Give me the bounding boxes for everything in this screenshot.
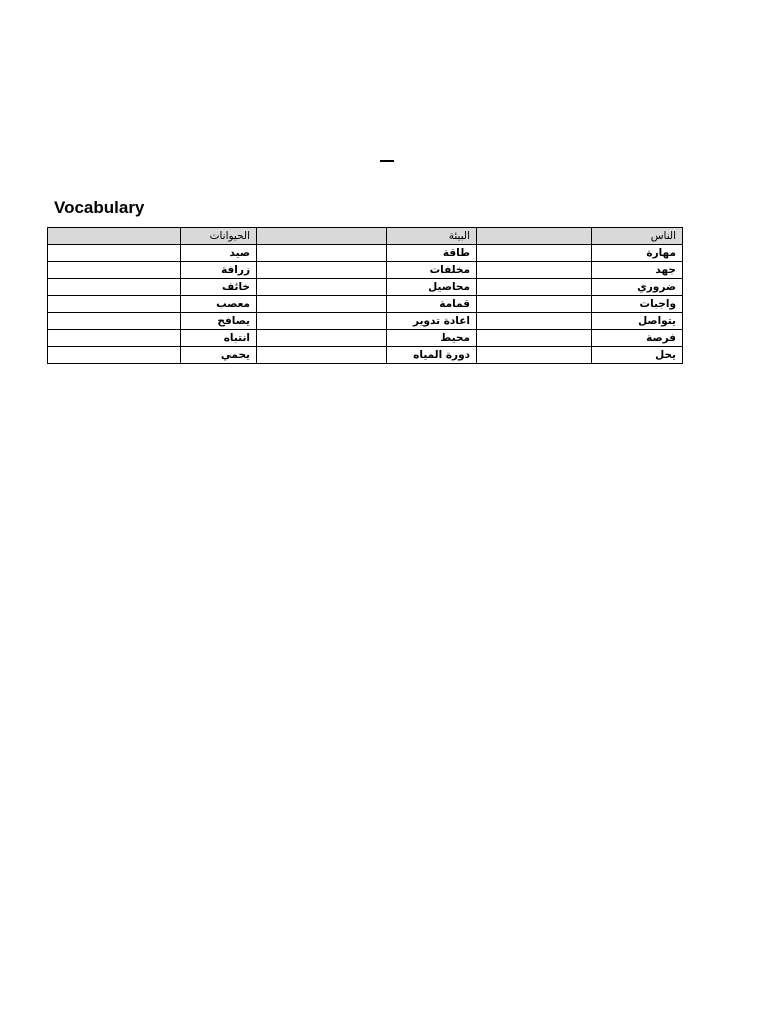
people-word: فرصة [592, 330, 683, 347]
empty-cell [48, 296, 181, 313]
table-row [48, 296, 683, 313]
header-environment: البيئة [387, 228, 477, 245]
empty-cell [477, 313, 592, 330]
empty-cell [257, 228, 387, 245]
empty-cell [477, 279, 592, 296]
header-people: الناس [592, 228, 683, 245]
environment-word: محاصيل [387, 279, 477, 296]
table-row [48, 313, 683, 330]
empty-cell [257, 330, 387, 347]
people-word: يتواصل [592, 313, 683, 330]
empty-cell [257, 279, 387, 296]
table-row [48, 347, 683, 364]
people-word: يحل [592, 347, 683, 364]
vocabulary-heading: Vocabulary [54, 198, 145, 217]
empty-cell [48, 330, 181, 347]
animals-word: خائف [181, 279, 257, 296]
animals-word: انتباه [181, 330, 257, 347]
empty-cell [48, 279, 181, 296]
environment-word: محيط [387, 330, 477, 347]
empty-cell [48, 262, 181, 279]
header-animals: الحيوانات [181, 228, 257, 245]
table-row [48, 279, 683, 296]
empty-cell [257, 347, 387, 364]
people-word: مهارة [592, 245, 683, 262]
empty-cell [48, 313, 181, 330]
empty-cell [257, 245, 387, 262]
animals-word: معصب [181, 296, 257, 313]
empty-cell [477, 296, 592, 313]
animals-word: يحمي [181, 347, 257, 364]
title-dash [380, 160, 394, 162]
animals-word: صيد [181, 245, 257, 262]
empty-cell [257, 262, 387, 279]
table-header-row [48, 228, 683, 245]
environment-word: اعادة تدوير [387, 313, 477, 330]
people-word: واجبات [592, 296, 683, 313]
environment-word: طاقة [387, 245, 477, 262]
vocabulary-table [47, 227, 683, 364]
people-word: جهد [592, 262, 683, 279]
environment-word: مخلفات [387, 262, 477, 279]
empty-cell [477, 245, 592, 262]
empty-cell [48, 228, 181, 245]
empty-cell [477, 262, 592, 279]
table-row [48, 262, 683, 279]
empty-cell [48, 245, 181, 262]
table-row [48, 245, 683, 262]
empty-cell [477, 228, 592, 245]
environment-word: دورة المياه [387, 347, 477, 364]
empty-cell [48, 347, 181, 364]
empty-cell [477, 330, 592, 347]
empty-cell [257, 296, 387, 313]
people-word: ضروري [592, 279, 683, 296]
animals-word: زرافة [181, 262, 257, 279]
empty-cell [477, 347, 592, 364]
environment-word: قمامة [387, 296, 477, 313]
animals-word: يصافح [181, 313, 257, 330]
empty-cell [257, 313, 387, 330]
table-row [48, 330, 683, 347]
